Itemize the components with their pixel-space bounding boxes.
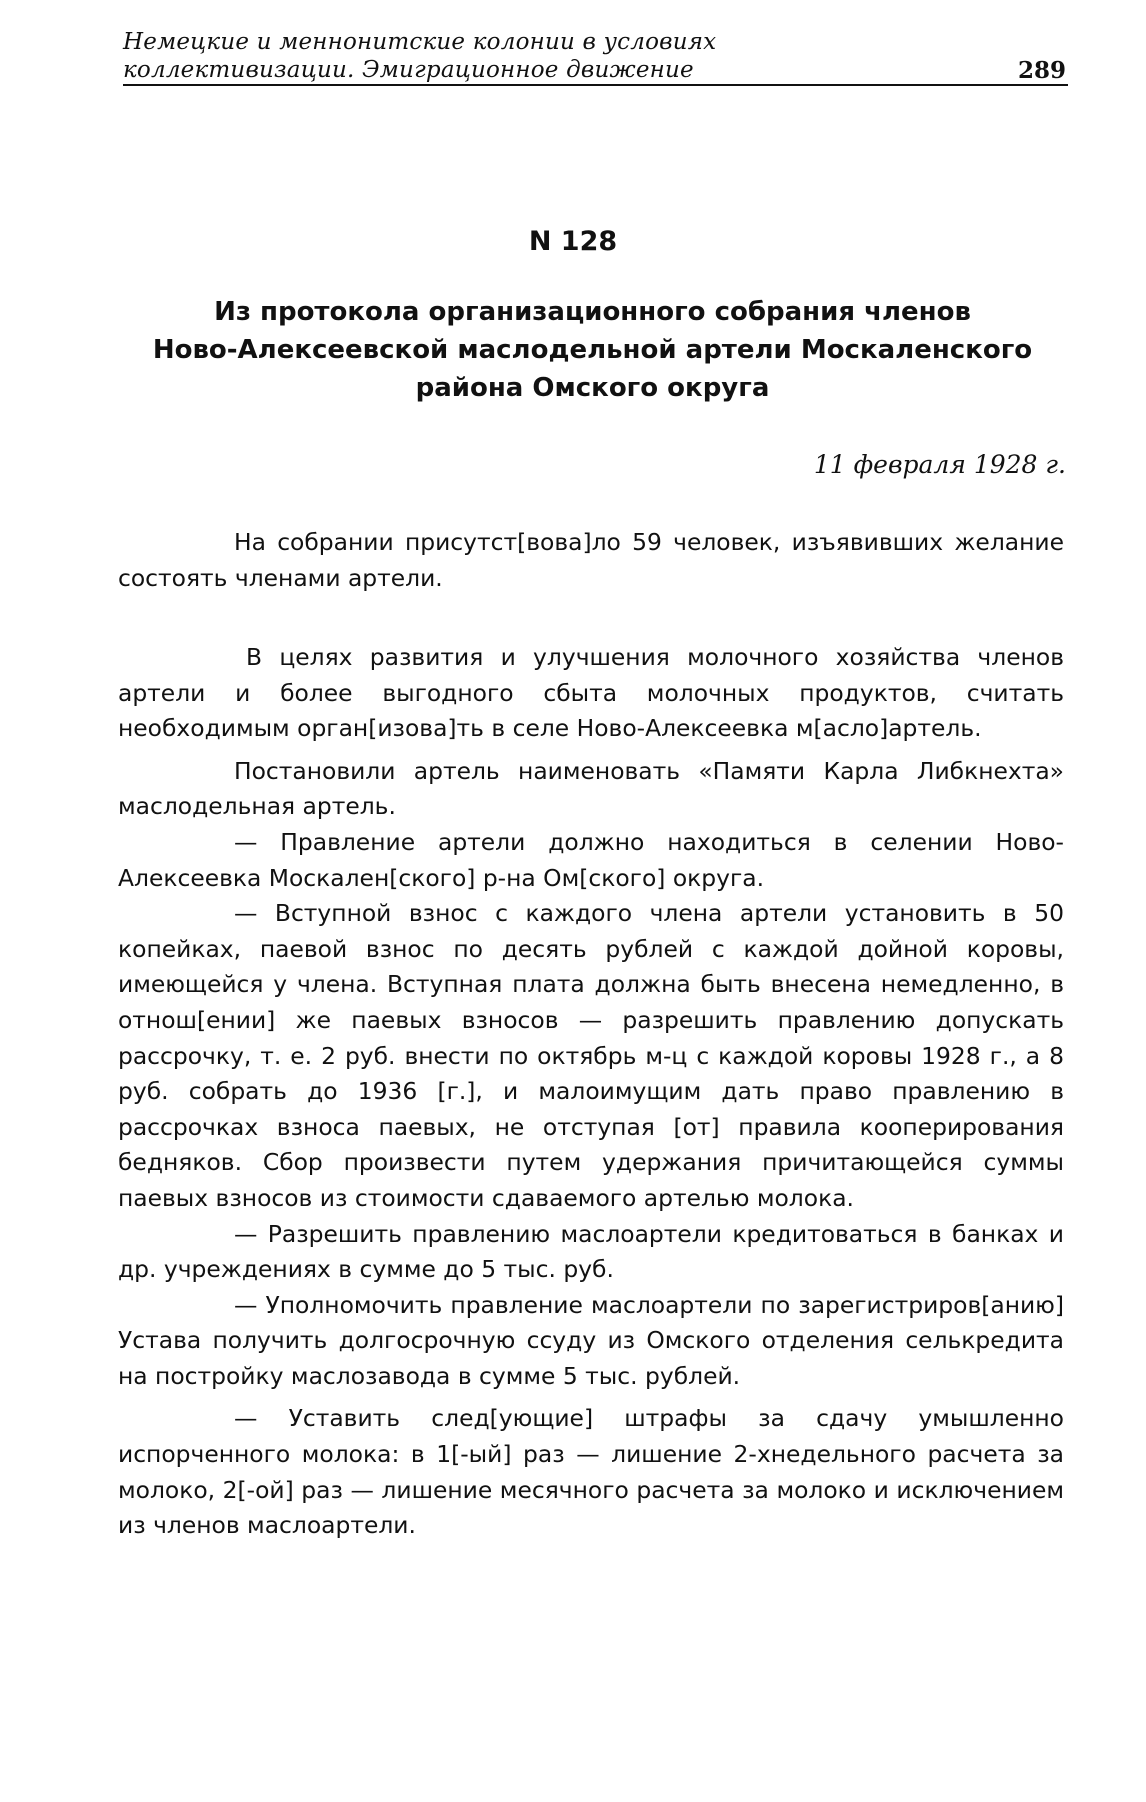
paragraph-loan: — Уполномочить правление маслоартели по зарегистриров[анию] Устава получить долгосрочную ссуду из Омского отделения селькредита на постройку маслозавода в сумме 5 тыс. рублей. <box>118 1290 1064 1390</box>
resolution-block <box>118 640 1064 1544</box>
document-date: 11 февраля 1928 г. <box>813 450 1066 479</box>
paragraph-fines: — Уставить след[ующие] штрафы за сдачу умышленно испорченного молока: в 1[-ый] раз — лишение 2-хнедельного расчета за молоко, 2[-ой] раз — лишение месячного расчета за молоко и исключением из членов маслоартели. <box>118 1404 1064 1540</box>
document-title <box>120 293 1065 407</box>
paragraph-credit: — Разрешить правлению маслоартели кредитоваться в банках и др. учреждениях в сумме до 5 тыс. руб. <box>118 1219 1064 1284</box>
running-title <box>123 28 863 84</box>
document-title-line-3: района Омского округа <box>415 373 770 403</box>
document-title-line-1: Из протокола организационного собрания членов <box>214 297 971 327</box>
paragraph-board-location: — Правление артели должно находиться в селении Ново-Алексеевка Москален[ского] р-на Ом[ского] округа. <box>118 827 1064 892</box>
running-title-line-1: Немецкие и меннонитские колонии в условиях <box>123 29 717 55</box>
paragraph-name: Постановили артель наименовать «Памяти Карла Либкнехта» маслодельная артель. <box>118 756 1064 821</box>
paragraph-fees: — Вступной взнос с каждого члена артели установить в 50 копейках, паевой взнос по десять рублей с каждой дойной коровы, имеющейся у члена. Вступная плата должна быть внесена немедленно, в отнош[ении] же паевых взносов — разрешить правлению допускать рассрочку, т. е. 2 руб. внести по октябрь м-ц с каждой коровы 1928 г., а 8 руб. собрать до 1936 [г.], и малоимущим дать право правлению в рассрочках взноса паевых, не отступая [от] правила кооперирования бедняков. Сбор произвести путем удержания причитающейся суммы паевых взносов из стоимости сдаваемого артелью молока. <box>118 899 1064 1212</box>
document-title-line-2: Ново-Алексеевской маслодельной артели Москаленского <box>152 335 1033 365</box>
document-number: N 128 <box>528 226 618 257</box>
intro-block <box>118 525 1064 596</box>
page-number: 289 <box>1017 57 1066 84</box>
running-header <box>123 26 1068 86</box>
intro-paragraph: На собрании присутст[вова]ло 59 человек, изъявивших желание состоять членами артели. <box>118 528 1064 592</box>
running-title-line-2: коллективизации. Эмиграционное движение <box>123 57 694 83</box>
paragraph-purpose: В целях развития и улучшения молочного хозяйства членов артели и более выгодного сбыта молочных продуктов, считать необходимым орган[изова]ть в селе Ново-Алексеевка м[асло]артель. <box>118 643 1064 743</box>
